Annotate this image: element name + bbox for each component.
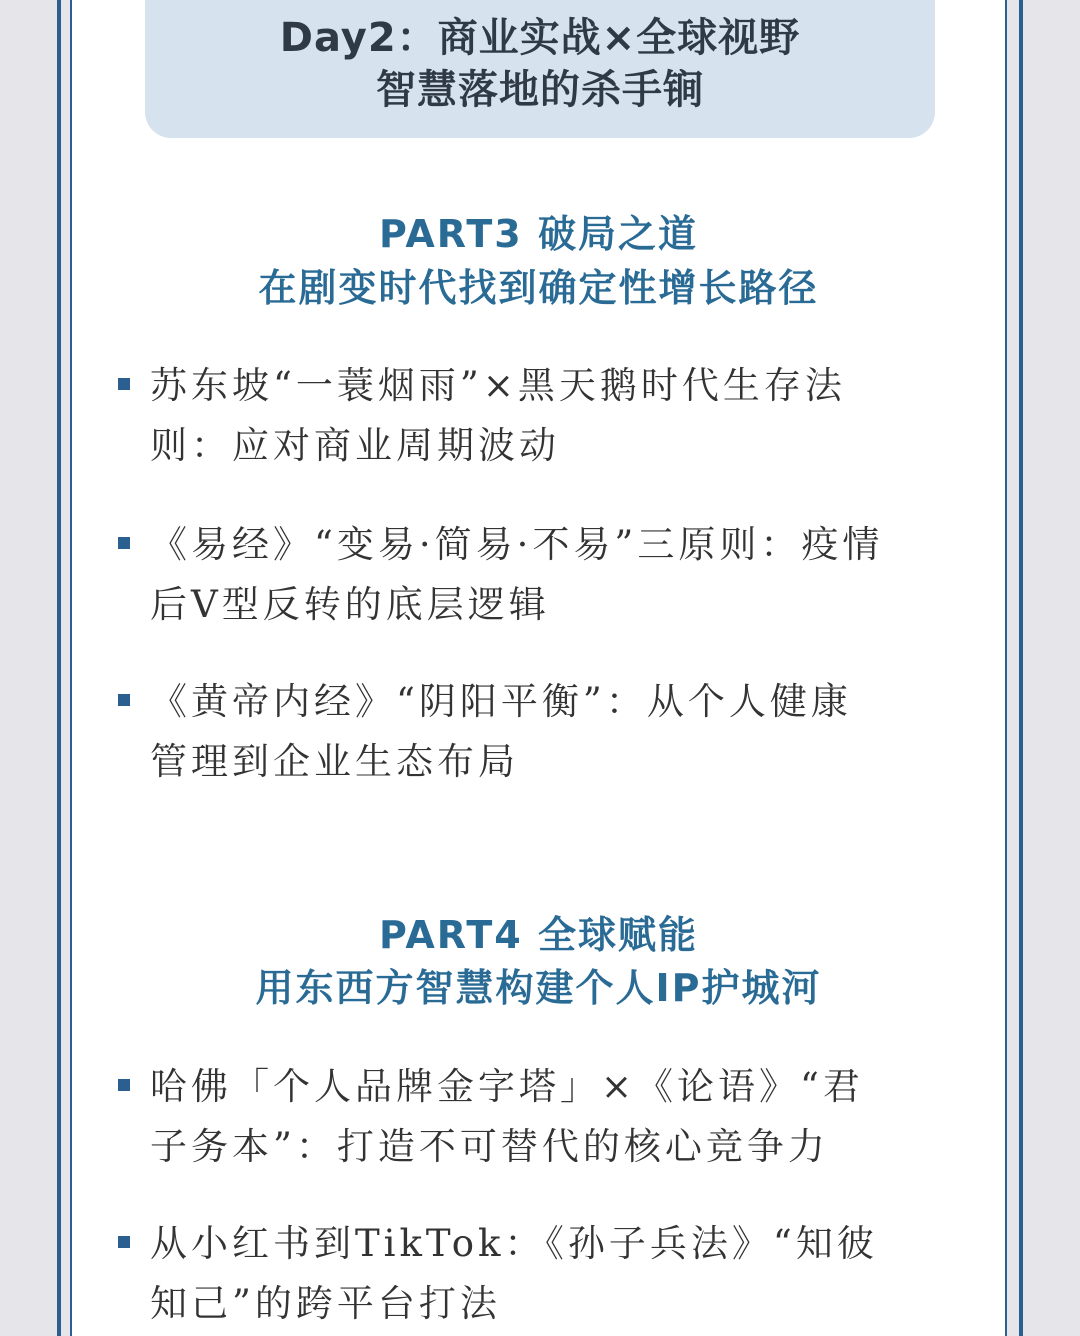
list-item-line1: 《易经》“变易·简易·不易”三原则：疫情 — [150, 523, 884, 566]
part3-subtitle: 在剧变时代找到确定性增长路径 — [258, 266, 819, 310]
bullet-square-icon — [118, 1079, 130, 1091]
list-item-line1: 哈佛「个人品牌金字塔」×《论语》“君 — [150, 1065, 864, 1108]
inner-border-left — [70, 0, 72, 1336]
part3-title: PART3 破局之道 — [379, 212, 698, 256]
header-box — [145, 0, 935, 138]
list-item-line1: 苏东坡“一蓑烟雨”×黑天鹅时代生存法 — [150, 364, 846, 407]
bullet-square-icon — [118, 537, 130, 549]
bullet-square-icon — [118, 378, 130, 390]
list-item-line1: 从小红书到TikTok：《孙子兵法》“知彼 — [150, 1222, 878, 1265]
list-item-line2: 子务本”：打造不可替代的核心竞争力 — [150, 1125, 829, 1168]
list-item-line2: 知己”的跨平台打法 — [150, 1282, 501, 1325]
part4-title: PART4 全球赋能 — [379, 913, 698, 957]
outer-border-left — [57, 0, 61, 1336]
part4-subtitle: 用东西方智慧构建个人IP护城河 — [255, 966, 822, 1010]
bullet-square-icon — [118, 1236, 130, 1248]
outer-border-right — [1019, 0, 1023, 1336]
header-subtitle: 智慧落地的杀手锏 — [376, 67, 704, 113]
list-item-line2: 则：应对商业周期波动 — [150, 424, 560, 467]
bullet-square-icon — [118, 694, 130, 706]
list-item-line1: 《黄帝内经》“阴阳平衡”：从个人健康 — [150, 680, 852, 723]
inner-border-right — [1005, 0, 1007, 1336]
list-item-line2: 管理到企业生态布局 — [150, 740, 519, 783]
list-item-line2: 后V型反转的底层逻辑 — [150, 583, 550, 626]
header-title: Day2：商业实战×全球视野 — [279, 15, 801, 61]
